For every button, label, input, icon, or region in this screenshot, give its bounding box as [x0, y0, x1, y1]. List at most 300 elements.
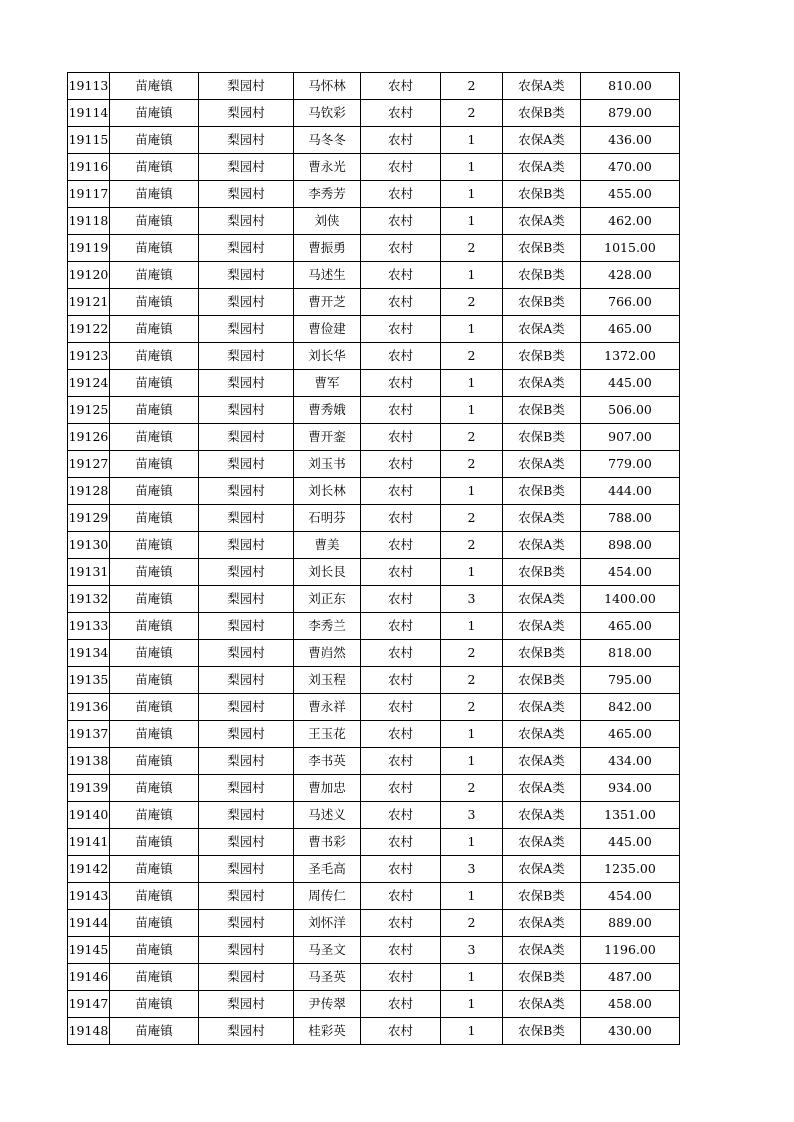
insurance-class-cell: 农保B类 — [503, 100, 581, 127]
row-number-cell: 19128 — [68, 478, 110, 505]
area-type-cell: 农村 — [361, 424, 441, 451]
area-type-cell: 农村 — [361, 127, 441, 154]
town-cell: 苗庵镇 — [110, 802, 199, 829]
town-cell: 苗庵镇 — [110, 613, 199, 640]
village-cell: 梨园村 — [199, 100, 294, 127]
row-number-cell: 19136 — [68, 694, 110, 721]
row-number-cell: 19127 — [68, 451, 110, 478]
name-cell: 曹军 — [294, 370, 361, 397]
amount-cell: 454.00 — [581, 559, 680, 586]
table-row — [68, 559, 680, 586]
amount-cell: 428.00 — [581, 262, 680, 289]
row-number-cell: 19148 — [68, 1018, 110, 1045]
town-cell: 苗庵镇 — [110, 775, 199, 802]
town-cell: 苗庵镇 — [110, 289, 199, 316]
village-cell: 梨园村 — [199, 181, 294, 208]
household-size-cell: 2 — [441, 451, 503, 478]
village-cell: 梨园村 — [199, 532, 294, 559]
household-size-cell: 2 — [441, 343, 503, 370]
row-number-cell: 19113 — [68, 73, 110, 100]
household-size-cell: 1 — [441, 181, 503, 208]
insurance-class-cell: 农保A类 — [503, 505, 581, 532]
village-cell: 梨园村 — [199, 343, 294, 370]
row-number-cell: 19146 — [68, 964, 110, 991]
town-cell: 苗庵镇 — [110, 964, 199, 991]
household-size-cell: 2 — [441, 910, 503, 937]
table-row — [68, 802, 680, 829]
town-cell: 苗庵镇 — [110, 73, 199, 100]
area-type-cell: 农村 — [361, 721, 441, 748]
insurance-class-cell: 农保A类 — [503, 802, 581, 829]
area-type-cell: 农村 — [361, 559, 441, 586]
table-row — [68, 775, 680, 802]
town-cell: 苗庵镇 — [110, 883, 199, 910]
household-size-cell: 1 — [441, 829, 503, 856]
village-cell: 梨园村 — [199, 127, 294, 154]
row-number-cell: 19135 — [68, 667, 110, 694]
table-row — [68, 829, 680, 856]
town-cell: 苗庵镇 — [110, 154, 199, 181]
amount-cell: 779.00 — [581, 451, 680, 478]
table-row — [68, 208, 680, 235]
amount-cell: 898.00 — [581, 532, 680, 559]
table-row — [68, 478, 680, 505]
name-cell: 刘正东 — [294, 586, 361, 613]
table-row — [68, 586, 680, 613]
table-row — [68, 613, 680, 640]
amount-cell: 465.00 — [581, 316, 680, 343]
name-cell: 曹秀娥 — [294, 397, 361, 424]
amount-cell: 788.00 — [581, 505, 680, 532]
area-type-cell: 农村 — [361, 478, 441, 505]
town-cell: 苗庵镇 — [110, 559, 199, 586]
amount-cell: 810.00 — [581, 73, 680, 100]
town-cell: 苗庵镇 — [110, 748, 199, 775]
town-cell: 苗庵镇 — [110, 1018, 199, 1045]
amount-cell: 444.00 — [581, 478, 680, 505]
row-number-cell: 19141 — [68, 829, 110, 856]
insurance-class-cell: 农保A类 — [503, 910, 581, 937]
row-number-cell: 19144 — [68, 910, 110, 937]
amount-cell: 445.00 — [581, 829, 680, 856]
town-cell: 苗庵镇 — [110, 667, 199, 694]
village-cell: 梨园村 — [199, 910, 294, 937]
table-row — [68, 397, 680, 424]
village-cell: 梨园村 — [199, 856, 294, 883]
area-type-cell: 农村 — [361, 613, 441, 640]
village-cell: 梨园村 — [199, 667, 294, 694]
insurance-class-cell: 农保A类 — [503, 586, 581, 613]
amount-cell: 818.00 — [581, 640, 680, 667]
area-type-cell: 农村 — [361, 451, 441, 478]
table-row — [68, 964, 680, 991]
village-cell: 梨园村 — [199, 559, 294, 586]
village-cell: 梨园村 — [199, 748, 294, 775]
row-number-cell: 19134 — [68, 640, 110, 667]
insurance-class-cell: 农保B类 — [503, 235, 581, 262]
household-size-cell: 1 — [441, 1018, 503, 1045]
area-type-cell: 农村 — [361, 154, 441, 181]
name-cell: 马述义 — [294, 802, 361, 829]
row-number-cell: 19118 — [68, 208, 110, 235]
household-size-cell: 1 — [441, 613, 503, 640]
insurance-class-cell: 农保A类 — [503, 154, 581, 181]
insurance-class-cell: 农保A类 — [503, 775, 581, 802]
household-size-cell: 3 — [441, 856, 503, 883]
amount-cell: 1196.00 — [581, 937, 680, 964]
table-row — [68, 370, 680, 397]
row-number-cell: 19123 — [68, 343, 110, 370]
ledger-table — [67, 72, 680, 1045]
area-type-cell: 农村 — [361, 910, 441, 937]
household-size-cell: 1 — [441, 316, 503, 343]
amount-cell: 470.00 — [581, 154, 680, 181]
area-type-cell: 农村 — [361, 640, 441, 667]
insurance-class-cell: 农保A类 — [503, 451, 581, 478]
table-row — [68, 748, 680, 775]
table-row — [68, 640, 680, 667]
household-size-cell: 2 — [441, 289, 503, 316]
village-cell: 梨园村 — [199, 991, 294, 1018]
insurance-class-cell: 农保B类 — [503, 181, 581, 208]
area-type-cell: 农村 — [361, 73, 441, 100]
village-cell: 梨园村 — [199, 964, 294, 991]
name-cell: 李书英 — [294, 748, 361, 775]
amount-cell: 1400.00 — [581, 586, 680, 613]
area-type-cell: 农村 — [361, 235, 441, 262]
town-cell: 苗庵镇 — [110, 640, 199, 667]
area-type-cell: 农村 — [361, 883, 441, 910]
insurance-class-cell: 农保A类 — [503, 73, 581, 100]
area-type-cell: 农村 — [361, 802, 441, 829]
household-size-cell: 1 — [441, 370, 503, 397]
household-size-cell: 1 — [441, 154, 503, 181]
table-row — [68, 316, 680, 343]
amount-cell: 454.00 — [581, 883, 680, 910]
amount-cell: 879.00 — [581, 100, 680, 127]
household-size-cell: 2 — [441, 775, 503, 802]
amount-cell: 907.00 — [581, 424, 680, 451]
town-cell: 苗庵镇 — [110, 127, 199, 154]
amount-cell: 795.00 — [581, 667, 680, 694]
town-cell: 苗庵镇 — [110, 937, 199, 964]
table-row — [68, 235, 680, 262]
area-type-cell: 农村 — [361, 343, 441, 370]
insurance-class-cell: 农保B类 — [503, 640, 581, 667]
table-row — [68, 991, 680, 1018]
insurance-class-cell: 农保B类 — [503, 559, 581, 586]
name-cell: 曹开銮 — [294, 424, 361, 451]
amount-cell: 842.00 — [581, 694, 680, 721]
town-cell: 苗庵镇 — [110, 424, 199, 451]
household-size-cell: 1 — [441, 478, 503, 505]
table-row — [68, 910, 680, 937]
table-row — [68, 424, 680, 451]
household-size-cell: 1 — [441, 208, 503, 235]
area-type-cell: 农村 — [361, 316, 441, 343]
amount-cell: 766.00 — [581, 289, 680, 316]
town-cell: 苗庵镇 — [110, 262, 199, 289]
household-size-cell: 1 — [441, 748, 503, 775]
insurance-class-cell: 农保B类 — [503, 883, 581, 910]
name-cell: 周传仁 — [294, 883, 361, 910]
town-cell: 苗庵镇 — [110, 910, 199, 937]
insurance-class-cell: 农保A类 — [503, 316, 581, 343]
town-cell: 苗庵镇 — [110, 343, 199, 370]
amount-cell: 487.00 — [581, 964, 680, 991]
village-cell: 梨园村 — [199, 829, 294, 856]
household-size-cell: 2 — [441, 73, 503, 100]
table-row — [68, 127, 680, 154]
amount-cell: 465.00 — [581, 721, 680, 748]
household-size-cell: 1 — [441, 559, 503, 586]
village-cell: 梨园村 — [199, 397, 294, 424]
row-number-cell: 19142 — [68, 856, 110, 883]
insurance-class-cell: 农保A类 — [503, 532, 581, 559]
row-number-cell: 19132 — [68, 586, 110, 613]
insurance-class-cell: 农保B类 — [503, 343, 581, 370]
area-type-cell: 农村 — [361, 829, 441, 856]
area-type-cell: 农村 — [361, 370, 441, 397]
row-number-cell: 19139 — [68, 775, 110, 802]
row-number-cell: 19131 — [68, 559, 110, 586]
name-cell: 曹开芝 — [294, 289, 361, 316]
area-type-cell: 农村 — [361, 748, 441, 775]
name-cell: 马述生 — [294, 262, 361, 289]
row-number-cell: 19115 — [68, 127, 110, 154]
village-cell: 梨园村 — [199, 154, 294, 181]
village-cell: 梨园村 — [199, 613, 294, 640]
row-number-cell: 19145 — [68, 937, 110, 964]
insurance-class-cell: 农保B类 — [503, 1018, 581, 1045]
village-cell: 梨园村 — [199, 937, 294, 964]
household-size-cell: 1 — [441, 262, 503, 289]
town-cell: 苗庵镇 — [110, 694, 199, 721]
name-cell: 曹振勇 — [294, 235, 361, 262]
household-size-cell: 1 — [441, 721, 503, 748]
row-number-cell: 19119 — [68, 235, 110, 262]
household-size-cell: 2 — [441, 235, 503, 262]
town-cell: 苗庵镇 — [110, 100, 199, 127]
row-number-cell: 19147 — [68, 991, 110, 1018]
table-row — [68, 532, 680, 559]
name-cell: 桂彩英 — [294, 1018, 361, 1045]
village-cell: 梨园村 — [199, 883, 294, 910]
name-cell: 曹岿然 — [294, 640, 361, 667]
amount-cell: 455.00 — [581, 181, 680, 208]
name-cell: 李秀兰 — [294, 613, 361, 640]
town-cell: 苗庵镇 — [110, 829, 199, 856]
table-row — [68, 181, 680, 208]
village-cell: 梨园村 — [199, 640, 294, 667]
village-cell: 梨园村 — [199, 424, 294, 451]
row-number-cell: 19137 — [68, 721, 110, 748]
town-cell: 苗庵镇 — [110, 991, 199, 1018]
area-type-cell: 农村 — [361, 775, 441, 802]
insurance-class-cell: 农保B类 — [503, 964, 581, 991]
row-number-cell: 19117 — [68, 181, 110, 208]
table-row — [68, 505, 680, 532]
table-row — [68, 1018, 680, 1045]
village-cell: 梨园村 — [199, 208, 294, 235]
amount-cell: 465.00 — [581, 613, 680, 640]
insurance-class-cell: 农保A类 — [503, 991, 581, 1018]
row-number-cell: 19133 — [68, 613, 110, 640]
household-size-cell: 2 — [441, 667, 503, 694]
name-cell: 尹传翠 — [294, 991, 361, 1018]
area-type-cell: 农村 — [361, 964, 441, 991]
row-number-cell: 19125 — [68, 397, 110, 424]
household-size-cell: 1 — [441, 991, 503, 1018]
amount-cell: 436.00 — [581, 127, 680, 154]
name-cell: 刘长林 — [294, 478, 361, 505]
row-number-cell: 19120 — [68, 262, 110, 289]
insurance-class-cell: 农保B类 — [503, 667, 581, 694]
town-cell: 苗庵镇 — [110, 181, 199, 208]
row-number-cell: 19138 — [68, 748, 110, 775]
area-type-cell: 农村 — [361, 991, 441, 1018]
area-type-cell: 农村 — [361, 937, 441, 964]
amount-cell: 434.00 — [581, 748, 680, 775]
table-row — [68, 667, 680, 694]
area-type-cell: 农村 — [361, 100, 441, 127]
insurance-class-cell: 农保B类 — [503, 289, 581, 316]
table-row — [68, 73, 680, 100]
area-type-cell: 农村 — [361, 694, 441, 721]
name-cell: 马圣英 — [294, 964, 361, 991]
household-size-cell: 3 — [441, 937, 503, 964]
name-cell: 马冬冬 — [294, 127, 361, 154]
name-cell: 曹加忠 — [294, 775, 361, 802]
insurance-class-cell: 农保A类 — [503, 937, 581, 964]
row-number-cell: 19122 — [68, 316, 110, 343]
amount-cell: 1235.00 — [581, 856, 680, 883]
amount-cell: 506.00 — [581, 397, 680, 424]
village-cell: 梨园村 — [199, 235, 294, 262]
name-cell: 石明芬 — [294, 505, 361, 532]
amount-cell: 462.00 — [581, 208, 680, 235]
village-cell: 梨园村 — [199, 1018, 294, 1045]
table-row — [68, 343, 680, 370]
village-cell: 梨园村 — [199, 721, 294, 748]
household-size-cell: 2 — [441, 640, 503, 667]
name-cell: 刘长艮 — [294, 559, 361, 586]
town-cell: 苗庵镇 — [110, 532, 199, 559]
amount-cell: 934.00 — [581, 775, 680, 802]
household-size-cell: 1 — [441, 397, 503, 424]
village-cell: 梨园村 — [199, 478, 294, 505]
household-size-cell: 1 — [441, 964, 503, 991]
name-cell: 曹书彩 — [294, 829, 361, 856]
village-cell: 梨园村 — [199, 694, 294, 721]
name-cell: 曹俭建 — [294, 316, 361, 343]
village-cell: 梨园村 — [199, 289, 294, 316]
area-type-cell: 农村 — [361, 181, 441, 208]
village-cell: 梨园村 — [199, 262, 294, 289]
insurance-class-cell: 农保A类 — [503, 856, 581, 883]
name-cell: 刘玉书 — [294, 451, 361, 478]
table-row — [68, 100, 680, 127]
row-number-cell: 19143 — [68, 883, 110, 910]
town-cell: 苗庵镇 — [110, 721, 199, 748]
area-type-cell: 农村 — [361, 1018, 441, 1045]
row-number-cell: 19126 — [68, 424, 110, 451]
name-cell: 曹美 — [294, 532, 361, 559]
name-cell: 曹永光 — [294, 154, 361, 181]
table-row — [68, 694, 680, 721]
name-cell: 李秀芳 — [294, 181, 361, 208]
area-type-cell: 农村 — [361, 667, 441, 694]
household-size-cell: 3 — [441, 802, 503, 829]
area-type-cell: 农村 — [361, 262, 441, 289]
town-cell: 苗庵镇 — [110, 856, 199, 883]
town-cell: 苗庵镇 — [110, 208, 199, 235]
area-type-cell: 农村 — [361, 505, 441, 532]
insurance-class-cell: 农保B类 — [503, 424, 581, 451]
name-cell: 刘怀洋 — [294, 910, 361, 937]
town-cell: 苗庵镇 — [110, 397, 199, 424]
insurance-class-cell: 农保A类 — [503, 748, 581, 775]
amount-cell: 1015.00 — [581, 235, 680, 262]
row-number-cell: 19130 — [68, 532, 110, 559]
town-cell: 苗庵镇 — [110, 235, 199, 262]
name-cell: 王玉花 — [294, 721, 361, 748]
row-number-cell: 19116 — [68, 154, 110, 181]
household-size-cell: 1 — [441, 883, 503, 910]
town-cell: 苗庵镇 — [110, 370, 199, 397]
village-cell: 梨园村 — [199, 802, 294, 829]
insurance-class-cell: 农保A类 — [503, 127, 581, 154]
insurance-class-cell: 农保B类 — [503, 397, 581, 424]
table-row — [68, 721, 680, 748]
household-size-cell: 1 — [441, 127, 503, 154]
row-number-cell: 19129 — [68, 505, 110, 532]
name-cell: 刘玉程 — [294, 667, 361, 694]
row-number-cell: 19114 — [68, 100, 110, 127]
amount-cell: 445.00 — [581, 370, 680, 397]
amount-cell: 458.00 — [581, 991, 680, 1018]
household-size-cell: 2 — [441, 694, 503, 721]
household-size-cell: 2 — [441, 100, 503, 127]
household-size-cell: 2 — [441, 424, 503, 451]
household-size-cell: 3 — [441, 586, 503, 613]
area-type-cell: 农村 — [361, 289, 441, 316]
name-cell: 马钦彩 — [294, 100, 361, 127]
amount-cell: 430.00 — [581, 1018, 680, 1045]
village-cell: 梨园村 — [199, 316, 294, 343]
insurance-class-cell: 农保A类 — [503, 208, 581, 235]
table-row — [68, 883, 680, 910]
amount-cell: 889.00 — [581, 910, 680, 937]
amount-cell: 1372.00 — [581, 343, 680, 370]
name-cell: 刘侠 — [294, 208, 361, 235]
name-cell: 圣毛高 — [294, 856, 361, 883]
village-cell: 梨园村 — [199, 451, 294, 478]
table-row — [68, 154, 680, 181]
household-size-cell: 2 — [441, 505, 503, 532]
row-number-cell: 19124 — [68, 370, 110, 397]
town-cell: 苗庵镇 — [110, 316, 199, 343]
row-number-cell: 19121 — [68, 289, 110, 316]
table-row — [68, 451, 680, 478]
row-number-cell: 19140 — [68, 802, 110, 829]
table-row — [68, 856, 680, 883]
name-cell: 刘长华 — [294, 343, 361, 370]
area-type-cell: 农村 — [361, 208, 441, 235]
village-cell: 梨园村 — [199, 370, 294, 397]
insurance-class-cell: 农保A类 — [503, 829, 581, 856]
town-cell: 苗庵镇 — [110, 505, 199, 532]
